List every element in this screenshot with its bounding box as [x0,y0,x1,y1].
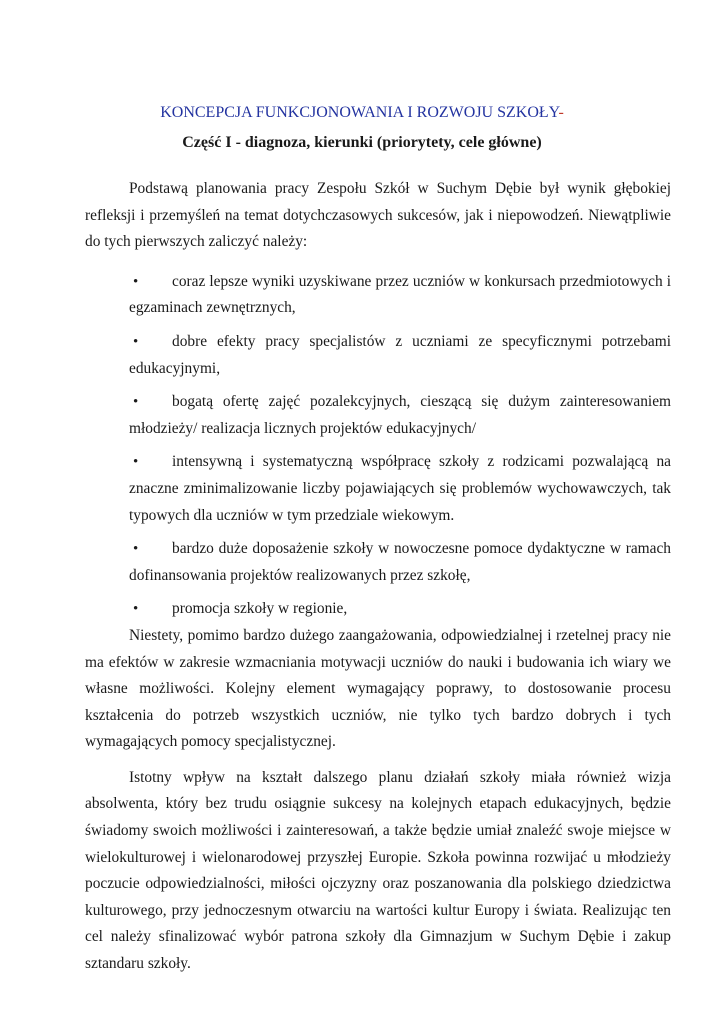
paragraph-graduate-vision: Istotny wpływ na kształt dalszego planu działań szkoły miała również wizja absolwenta, który bez trudu osiągnie sukcesy na kolejnych etapach edukacyjnych, będzie świadomy swoich możliwości i zainteresowań, a także będzie umiał znaleźć swoje miejsce w wielokulturowej i wielonarodowej przyszłej Europie. Szkoła powinna rozwijać u młodzieży poczucie odpowiedzialności, miłości ojczyzny oraz poszanowania dla polskiego dziedzictwa kulturowego, przy jednoczesnym otwarciu na wartości kultur Europy i świata. Realizując ten cel należy sfinalizować wybór patrona szkoły dla Gimnazjum w Suchym Dębie i zakup sztandaru szkoły. [85,768,671,973]
paragraph-improvements: Niestety, pomimo bardzo dużego zaangażowania, odpowiedzialnej i rzetelnej pracy nie ma efektów w zakresie wzmacniania motywacji uczniów do nauki i budowania ich wiary we własne możliwości. Kolejny element wymagający poprawy, to dostosowanie procesu kształcenia do potrzeb wszystkich uczniów, nie tylko tych bardzo dobrych i tych wymagających pomocy specjalistycznej. [85,626,671,751]
list-item [85,449,671,529]
list-item [85,596,671,623]
bullet-icon: • [133,541,139,558]
list-item [85,389,671,442]
intro-paragraph: Podstawą planowania pracy Zespołu Szkół w Suchym Dębie był wynik głębokiej refleksji i przemyśleń na temat dotychczasowych sukcesów, jak i niepowodzeń. Niewątpliwie do tych pierwszych zaliczyć należy: [85,180,671,251]
list-item-text: promocja szkoły w regionie, [172,600,348,618]
list-item-text: dobre efekty pracy specjalistów z uczniami ze specyficznymi potrzebami edukacyjnymi, [129,332,671,377]
list-item [85,269,671,322]
document-title-text: KONCEPCJA FUNKCJONOWANIA I ROZWOJU SZKOŁY [160,104,559,121]
document-body [85,176,671,978]
document-title-suffix: - [558,104,564,121]
bullet-icon: • [133,333,139,350]
bullet-icon: • [133,394,139,411]
list-item [85,329,671,382]
list-item [85,536,671,589]
list-item-text: bardzo duże doposażenie szkoły w nowoczesne pomoce dydaktyczne w ramach dofinansowania projektów realizowanych przez szkołę, [129,540,671,584]
achievements-list [85,269,671,623]
bullet-icon: • [133,273,139,290]
list-item-text: bogatą ofertę zajęć pozalekcyjnych, cieszącą się dużym zainteresowaniem młodzieży/ realizacja licznych projektów edukacyjnych/ [129,393,671,437]
list-item-text: coraz lepsze wyniki uzyskiwane przez uczniów w konkursach przedmiotowych i egzaminach zewnętrznych, [129,272,671,317]
bullet-icon: • [133,454,139,471]
list-item-text: intensywną i systematyczną współpracę szkoły z rodzicami pozwalającą na znaczne zminimalizowanie liczby pojawiających się problemów wychowawczych, tak typowych dla uczniów w tym przedziale wiekowym. [129,453,671,524]
bullet-icon: • [133,601,139,618]
document-title [0,103,724,123]
document-subtitle: Część I - diagnoza, kierunki (priorytety, cele główne) [182,134,542,151]
